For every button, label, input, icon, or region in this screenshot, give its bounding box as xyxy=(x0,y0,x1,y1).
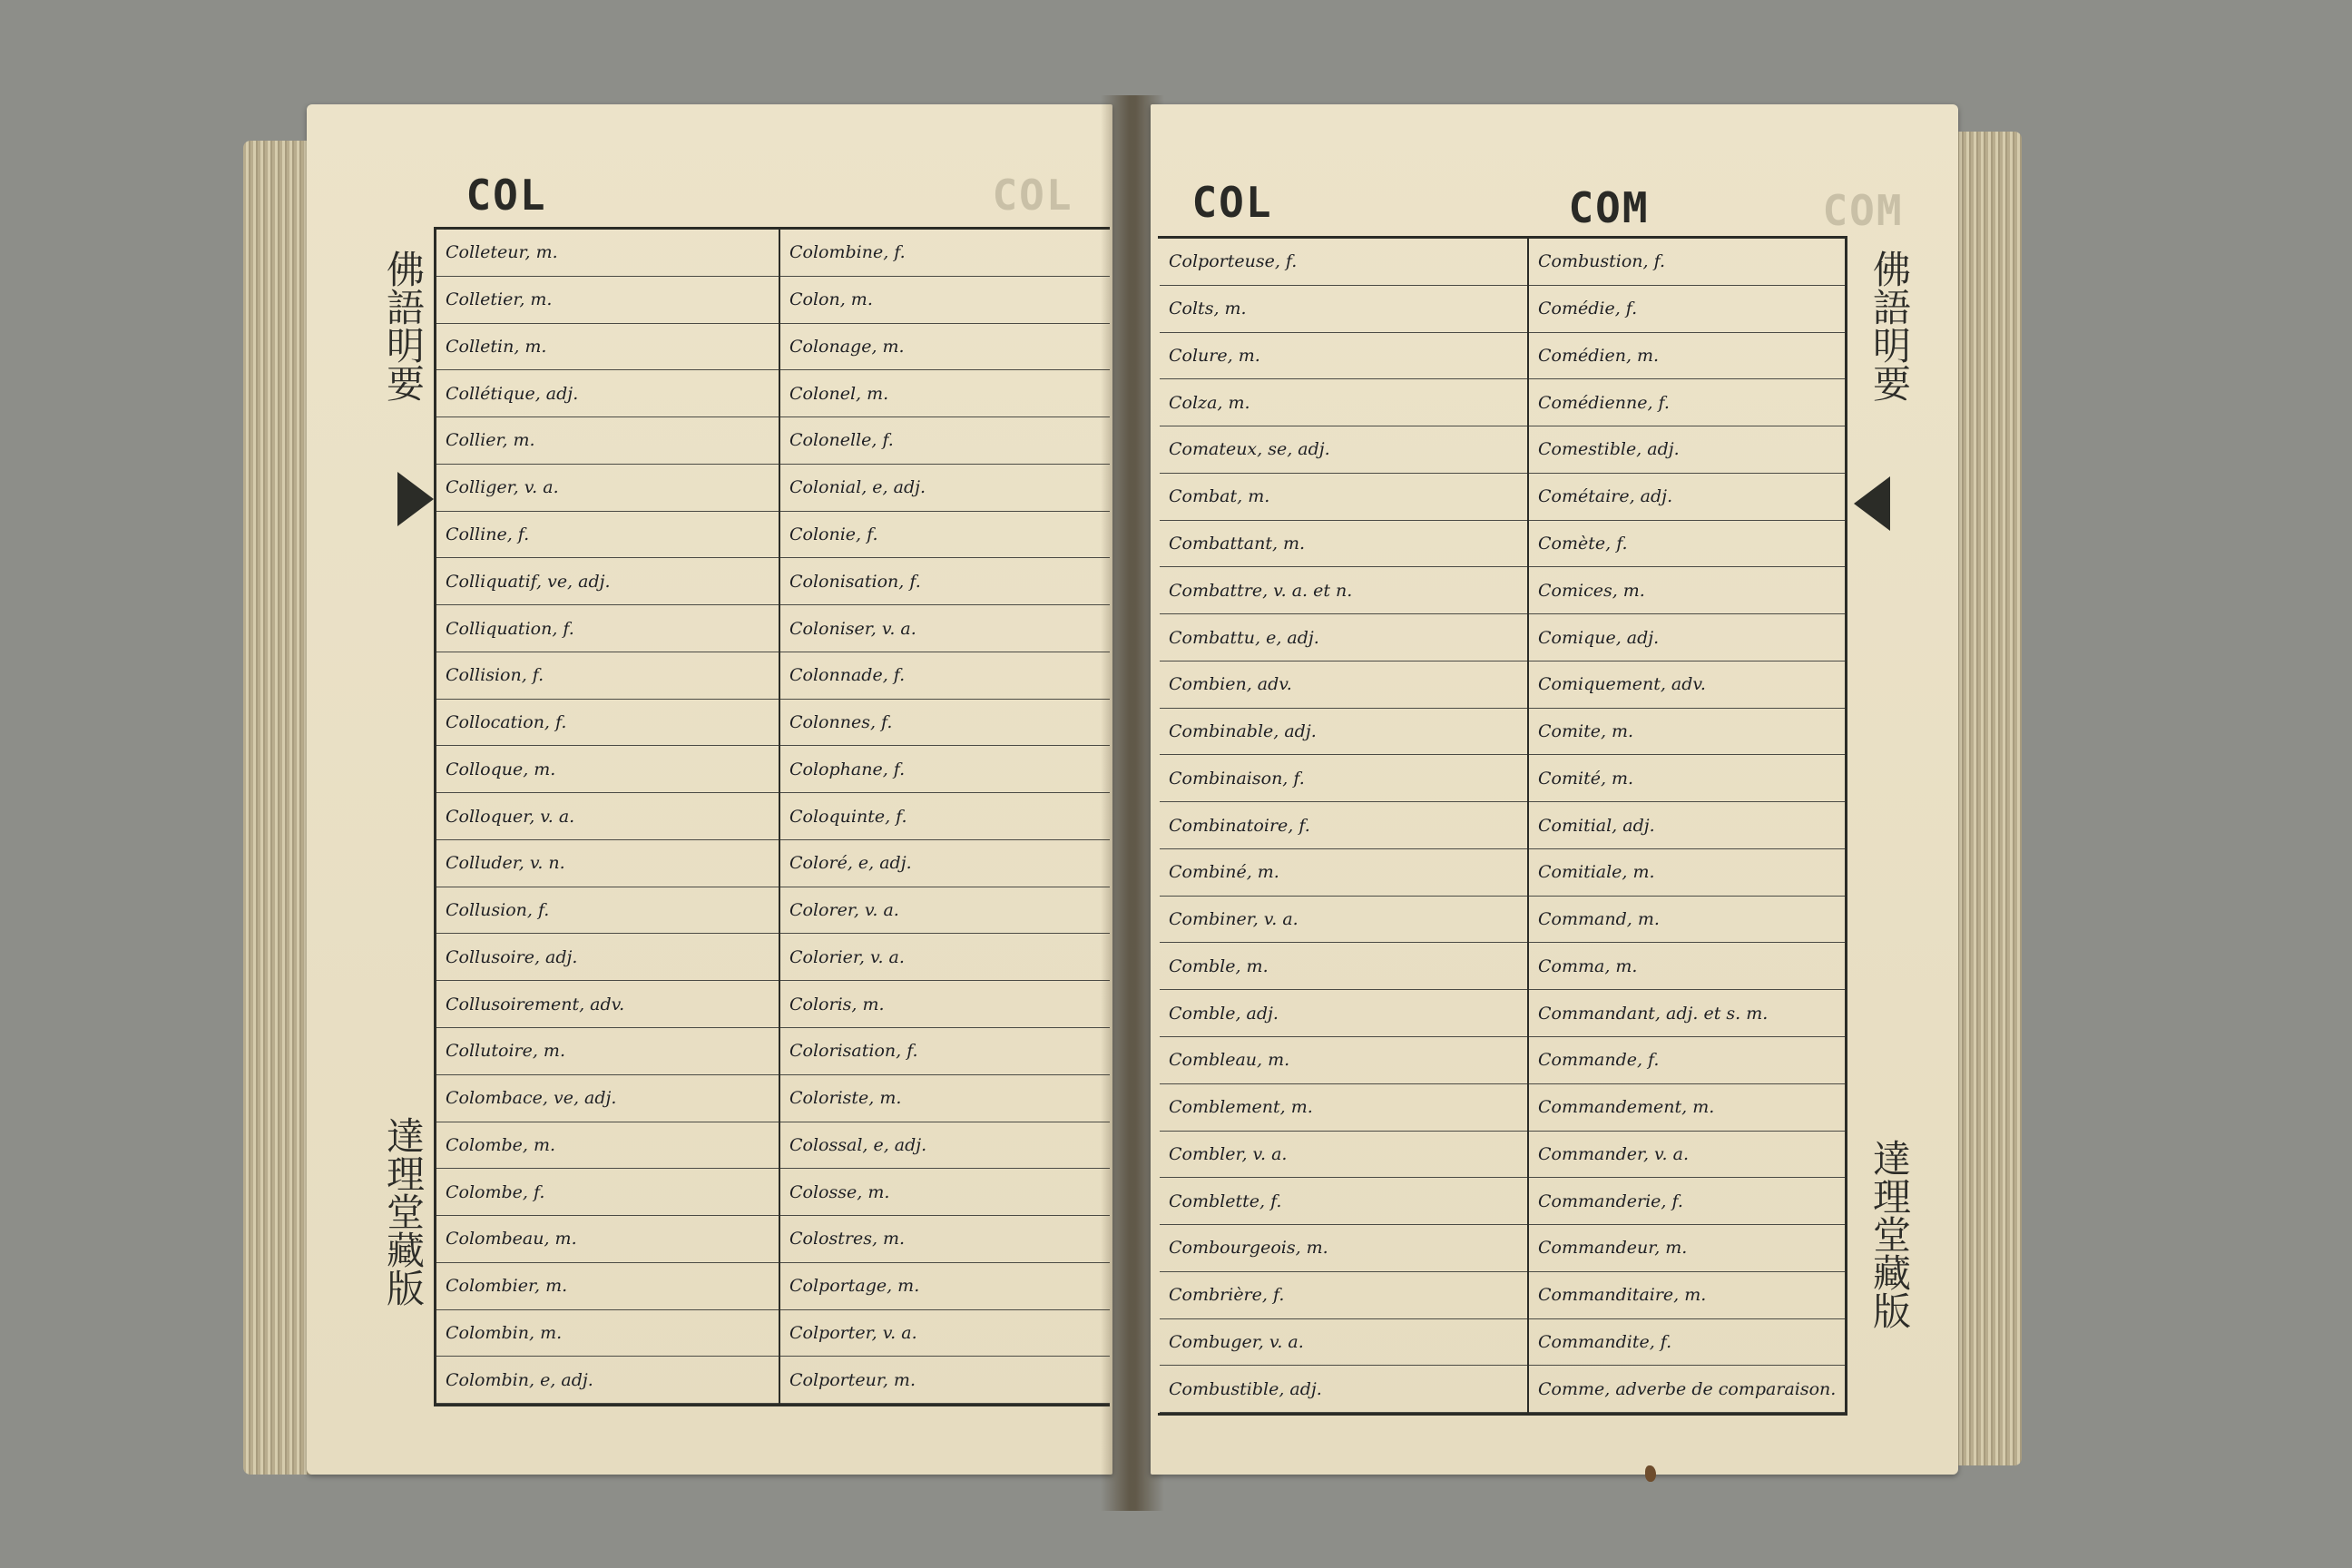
headword: Comblette, f. xyxy=(1169,1191,1282,1211)
dictionary-entry-row xyxy=(1160,333,1527,380)
dictionary-entry-row xyxy=(1160,567,1527,614)
headword: Combinatoire, f. xyxy=(1169,815,1310,836)
headword: Comite, m. xyxy=(1538,721,1634,742)
headword: Colossal, e, adj. xyxy=(789,1134,927,1155)
headword: Combuger, v. a. xyxy=(1169,1331,1304,1352)
dictionary-entry-row xyxy=(436,981,779,1028)
headword: Colombin, m. xyxy=(446,1322,563,1343)
headword: Colombeau, m. xyxy=(446,1229,577,1250)
dictionary-entry-row xyxy=(1529,943,1845,990)
left-column-a xyxy=(436,230,779,1404)
headword: Collier, m. xyxy=(446,430,535,451)
headword: Colonnade, f. xyxy=(789,665,906,686)
right-bottom-rule xyxy=(1158,1413,1847,1416)
left-column-b xyxy=(780,230,1110,1404)
dictionary-entry-row xyxy=(1160,802,1527,849)
dictionary-entry-row xyxy=(1160,1319,1527,1367)
dictionary-entry-row xyxy=(1160,990,1527,1037)
dictionary-entry-row xyxy=(1529,802,1845,849)
dictionary-entry-row xyxy=(436,887,779,935)
dictionary-entry-row xyxy=(1160,521,1527,568)
dictionary-entry-row xyxy=(780,981,1110,1028)
headword: Comblement, m. xyxy=(1169,1097,1313,1118)
headword: Comma, m. xyxy=(1538,956,1638,976)
headword: Collusoirement, adv. xyxy=(446,994,625,1014)
headword: Colliquation, f. xyxy=(446,618,574,639)
headword: Colporteuse, f. xyxy=(1169,251,1298,272)
headword: Collutoire, m. xyxy=(446,1041,565,1062)
dictionary-entry-row xyxy=(780,512,1110,559)
headword: Combiner, v. a. xyxy=(1169,909,1298,930)
left-spine-imprint: 達理堂藏版 xyxy=(381,1116,426,1307)
dictionary-entry-row xyxy=(436,1310,779,1357)
dictionary-entry-row xyxy=(436,1216,779,1263)
dictionary-entry-row xyxy=(436,746,779,793)
dictionary-entry-row xyxy=(436,512,779,559)
headword: Colonial, e, adj. xyxy=(789,477,926,498)
dictionary-entry-row xyxy=(1529,614,1845,662)
dictionary-entry-row xyxy=(780,1122,1110,1170)
headword: Command, m. xyxy=(1538,909,1660,930)
headword: Colon, m. xyxy=(789,289,873,310)
headword: Comédienne, f. xyxy=(1538,392,1670,413)
headword: Combattre, v. a. et n. xyxy=(1169,580,1353,601)
headword: Combien, adv. xyxy=(1169,674,1292,695)
dictionary-entry-row xyxy=(780,793,1110,840)
headword: Colporteur, m. xyxy=(789,1369,916,1390)
dictionary-entry-row xyxy=(780,230,1110,277)
dictionary-entry-row xyxy=(1529,426,1845,474)
left-guide-word: COL xyxy=(466,171,547,220)
headword: Comices, m. xyxy=(1538,580,1645,601)
dictionary-entry-row xyxy=(1529,1319,1845,1367)
dictionary-entry-row xyxy=(436,1028,779,1075)
headword: Colombace, ve, adj. xyxy=(446,1088,617,1109)
dictionary-entry-row xyxy=(436,230,779,277)
dictionary-entry-row xyxy=(436,1263,779,1310)
dictionary-entry-row xyxy=(1160,426,1527,474)
dictionary-entry-row xyxy=(780,1357,1110,1404)
dictionary-entry-row xyxy=(1160,286,1527,333)
dictionary-entry-row xyxy=(436,934,779,981)
dictionary-entry-row xyxy=(1160,379,1527,426)
headword: Commanditaire, m. xyxy=(1538,1285,1707,1306)
dictionary-entry-row xyxy=(1160,1132,1527,1179)
headword: Colombier, m. xyxy=(446,1276,568,1297)
dictionary-entry-row xyxy=(780,1169,1110,1216)
dictionary-entry-row xyxy=(436,465,779,512)
headword: Commandite, f. xyxy=(1538,1331,1672,1352)
dictionary-entry-row xyxy=(1160,239,1527,286)
headword: Combinaison, f. xyxy=(1169,768,1305,789)
dictionary-entry-row xyxy=(1529,567,1845,614)
dictionary-entry-row xyxy=(780,1028,1110,1075)
dictionary-entry-row xyxy=(780,934,1110,981)
headword: Colloquer, v. a. xyxy=(446,806,575,827)
dictionary-entry-row xyxy=(1529,709,1845,756)
headword: Commande, f. xyxy=(1538,1050,1660,1071)
headword: Comitiale, m. xyxy=(1538,862,1655,883)
headword: Colorier, v. a. xyxy=(789,946,905,967)
headword: Colletin, m. xyxy=(446,336,547,357)
dictionary-entry-row xyxy=(780,840,1110,887)
dictionary-entry-row xyxy=(780,370,1110,417)
dictionary-entry-row xyxy=(1529,990,1845,1037)
headword: Colure, m. xyxy=(1169,345,1260,366)
headword: Combattu, e, adj. xyxy=(1169,627,1319,648)
headword: Commanderie, f. xyxy=(1538,1191,1683,1211)
dictionary-entry-row xyxy=(780,277,1110,324)
headword: Colonnes, f. xyxy=(789,712,893,733)
headword: Comique, adj. xyxy=(1538,627,1660,648)
headword: Coloquinte, f. xyxy=(789,806,907,827)
right-column-b xyxy=(1529,239,1845,1413)
right-page-edges xyxy=(1949,132,2022,1465)
headword: Colliger, v. a. xyxy=(446,477,559,498)
headword: Collusion, f. xyxy=(446,900,550,921)
dictionary-entry-row xyxy=(780,700,1110,747)
headword: Combinable, adj. xyxy=(1169,721,1317,742)
dictionary-entry-row xyxy=(436,324,779,371)
headword: Combiné, m. xyxy=(1169,862,1279,883)
left-ghost-guide-word: COL xyxy=(992,171,1073,220)
headword: Colosse, m. xyxy=(789,1181,890,1202)
dictionary-entry-row xyxy=(1529,1084,1845,1132)
headword: Colportage, m. xyxy=(789,1276,920,1297)
dictionary-entry-row xyxy=(436,840,779,887)
dictionary-entry-row xyxy=(1529,1178,1845,1225)
dictionary-entry-row xyxy=(1160,662,1527,709)
headword: Colonage, m. xyxy=(789,336,905,357)
headword: Colluder, v. n. xyxy=(446,853,565,874)
dictionary-entry-row xyxy=(780,1310,1110,1357)
left-bottom-rule xyxy=(434,1404,1110,1406)
headword: Colonie, f. xyxy=(789,524,878,544)
dictionary-entry-row xyxy=(1160,1225,1527,1272)
headword: Colostres, m. xyxy=(789,1229,906,1250)
dictionary-entry-row xyxy=(780,1075,1110,1122)
headword: Colleteur, m. xyxy=(446,242,558,263)
dictionary-entry-row xyxy=(780,652,1110,700)
dictionary-entry-row xyxy=(780,605,1110,652)
dictionary-entry-row xyxy=(1529,1132,1845,1179)
headword: Comète, f. xyxy=(1538,533,1628,554)
headword: Colletier, m. xyxy=(446,289,553,310)
dictionary-entry-row xyxy=(1160,1037,1527,1084)
dictionary-entry-row xyxy=(436,1169,779,1216)
dictionary-entry-row xyxy=(1529,662,1845,709)
dictionary-entry-row xyxy=(436,370,779,417)
headword: Colombine, f. xyxy=(789,242,906,263)
headword: Colombin, e, adj. xyxy=(446,1369,593,1390)
headword: Commandement, m. xyxy=(1538,1097,1715,1118)
headword: Colorisation, f. xyxy=(789,1041,918,1062)
dictionary-entry-row xyxy=(1529,474,1845,521)
dictionary-entry-row xyxy=(780,1263,1110,1310)
dictionary-entry-row xyxy=(1529,897,1845,944)
headword: Comestible, adj. xyxy=(1538,439,1680,460)
dictionary-entry-row xyxy=(436,1357,779,1404)
dictionary-entry-row xyxy=(780,558,1110,605)
headword: Colza, m. xyxy=(1169,392,1250,413)
headword: Collétique, adj. xyxy=(446,383,579,404)
headword: Combustion, f. xyxy=(1538,251,1666,272)
dictionary-entry-row xyxy=(436,700,779,747)
dictionary-entry-row xyxy=(1160,755,1527,802)
left-spine-title: 佛語明要 xyxy=(381,250,426,402)
dictionary-entry-row xyxy=(1160,1178,1527,1225)
dictionary-entry-row xyxy=(1160,709,1527,756)
headword: Cométaire, adj. xyxy=(1538,486,1673,507)
right-guide-word-right: COM xyxy=(1568,183,1650,232)
headword: Comité, m. xyxy=(1538,768,1634,789)
dictionary-entry-row xyxy=(1529,333,1845,380)
headword: Comble, adj. xyxy=(1169,1003,1279,1024)
dictionary-entry-row xyxy=(780,1216,1110,1263)
headword: Combustible, adj. xyxy=(1169,1378,1322,1399)
dictionary-entry-row xyxy=(436,558,779,605)
dictionary-entry-row xyxy=(1529,1272,1845,1319)
headword: Commandant, adj. et s. m. xyxy=(1538,1003,1769,1024)
headword: Colline, f. xyxy=(446,524,530,544)
headword: Collision, f. xyxy=(446,665,544,686)
left-fishtail-mark xyxy=(397,472,434,526)
headword: Commander, v. a. xyxy=(1538,1143,1689,1164)
dictionary-entry-row xyxy=(780,465,1110,512)
headword: Coloniser, v. a. xyxy=(789,618,916,639)
right-spine-title: 佛語明要 xyxy=(1867,250,1912,402)
headword: Colporter, v. a. xyxy=(789,1322,917,1343)
headword: Comiquement, adv. xyxy=(1538,674,1706,695)
dictionary-entry-row xyxy=(1160,897,1527,944)
headword: Coloris, m. xyxy=(789,994,885,1014)
headword: Colliquatif, ve, adj. xyxy=(446,571,611,592)
headword: Comateux, se, adj. xyxy=(1169,439,1330,460)
right-fishtail-mark xyxy=(1854,476,1890,531)
headword: Combourgeois, m. xyxy=(1169,1238,1328,1259)
dictionary-entry-row xyxy=(1529,1225,1845,1272)
headword: Colombe, f. xyxy=(446,1181,545,1202)
dictionary-entry-row xyxy=(1529,239,1845,286)
headword: Comme, adverbe de comparaison. xyxy=(1538,1378,1837,1399)
headword: Coloré, e, adj. xyxy=(789,853,912,874)
headword: Comble, m. xyxy=(1169,956,1269,976)
headword: Coloriste, m. xyxy=(789,1088,902,1109)
dictionary-entry-row xyxy=(436,652,779,700)
right-spine-imprint: 達理堂藏版 xyxy=(1867,1139,1912,1329)
dictionary-entry-row xyxy=(1160,1272,1527,1319)
headword: Colts, m. xyxy=(1169,299,1247,319)
right-outer-rule xyxy=(1845,236,1847,1416)
right-column-a xyxy=(1160,239,1527,1413)
dictionary-entry-row xyxy=(1160,614,1527,662)
headword: Collusoire, adj. xyxy=(446,946,578,967)
headword: Combleau, m. xyxy=(1169,1050,1290,1071)
dictionary-entry-row xyxy=(1160,1084,1527,1132)
dictionary-entry-row xyxy=(436,1075,779,1122)
dictionary-entry-row xyxy=(436,605,779,652)
dictionary-entry-row xyxy=(436,417,779,465)
headword: Combrière, f. xyxy=(1169,1285,1285,1306)
headword: Combattant, m. xyxy=(1169,533,1306,554)
headword: Combat, m. xyxy=(1169,486,1270,507)
dictionary-entry-row xyxy=(436,1122,779,1170)
dictionary-entry-row xyxy=(436,793,779,840)
dictionary-entry-row xyxy=(1160,849,1527,897)
headword: Colonelle, f. xyxy=(789,430,894,451)
dictionary-entry-row xyxy=(1529,1366,1845,1413)
dictionary-entry-row xyxy=(1529,379,1845,426)
dictionary-entry-row xyxy=(780,887,1110,935)
headword: Collocation, f. xyxy=(446,712,567,733)
headword: Commandeur, m. xyxy=(1538,1238,1688,1259)
headword: Colombe, m. xyxy=(446,1134,556,1155)
right-guide-word-left: COL xyxy=(1191,178,1273,227)
headword: Comédie, f. xyxy=(1538,299,1638,319)
right-ghost-guide-word: COM xyxy=(1822,186,1904,235)
headword: Colonel, m. xyxy=(789,383,889,404)
dictionary-entry-row xyxy=(780,417,1110,465)
headword: Colloque, m. xyxy=(446,759,556,779)
headword: Combler, v. a. xyxy=(1169,1143,1288,1164)
dictionary-entry-row xyxy=(1160,1366,1527,1413)
dictionary-entry-row xyxy=(1529,286,1845,333)
dictionary-entry-row xyxy=(1160,943,1527,990)
ink-stain xyxy=(1645,1465,1656,1482)
headword: Comitial, adj. xyxy=(1538,815,1655,836)
dictionary-entry-row xyxy=(1529,849,1845,897)
headword: Colorer, v. a. xyxy=(789,900,899,921)
dictionary-entry-row xyxy=(780,746,1110,793)
headword: Colonisation, f. xyxy=(789,571,921,592)
open-book xyxy=(243,95,2022,1511)
headword: Comédien, m. xyxy=(1538,345,1660,366)
left-page xyxy=(307,104,1112,1475)
dictionary-entry-row xyxy=(1529,755,1845,802)
dictionary-entry-row xyxy=(1160,474,1527,521)
dictionary-entry-row xyxy=(1529,1037,1845,1084)
dictionary-entry-row xyxy=(1529,521,1845,568)
headword: Colophane, f. xyxy=(789,759,906,779)
dictionary-entry-row xyxy=(436,277,779,324)
dictionary-entry-row xyxy=(780,324,1110,371)
right-page xyxy=(1151,104,1958,1475)
